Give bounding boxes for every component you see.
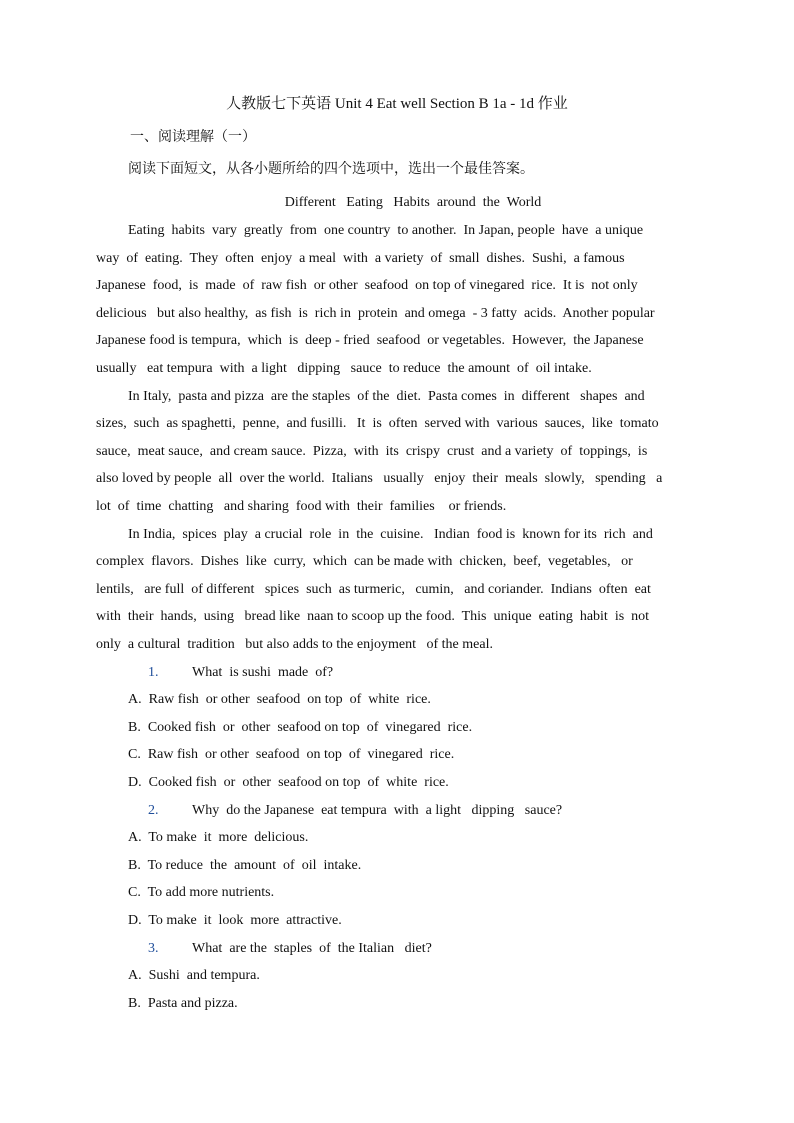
document-title: 人教版七下英语 Unit 4 Eat well Section B 1a - 1d 作业 bbox=[226, 96, 568, 112]
paragraph-line: only a cultural tradition but also adds to the enjoyment of the meal. bbox=[96, 637, 493, 652]
paragraph-line: delicious but also healthy, as fish is rich in protein and omega - 3 fatty acids. Another popular bbox=[96, 306, 655, 321]
paragraph-line: Japanese food is tempura, which is deep - fried seafood or vegetables. However, the Japanese bbox=[96, 333, 644, 348]
paragraph-line: way of eating. They often enjoy a meal with a variety of small dishes. Sushi, a famous bbox=[96, 251, 625, 266]
option-b: B. To reduce the amount of oil intake. bbox=[128, 858, 362, 873]
option-c: C. Raw fish or other seafood on top of vinegared rice. bbox=[128, 747, 455, 762]
instruction-text: 阅读下面短文，从各小题所给的四个选项中，选出一个最佳答案。 bbox=[128, 162, 534, 177]
section-heading: 一、阅读理解（一） bbox=[130, 130, 256, 145]
question-text: What is sushi made of? bbox=[192, 665, 334, 680]
paragraph-line: sauce, meat sauce, and cream sauce. Pizza, with its crispy crust and a variety of toppings, is bbox=[96, 444, 648, 459]
paragraph-line: Japanese food, is made of raw fish or other seafood on top of vinegared rice. It is not only bbox=[96, 278, 638, 293]
paragraph-line: In Italy, pasta and pizza are the staples of the diet. Pasta comes in different shapes and bbox=[128, 389, 645, 404]
option-c: C. To add more nutrients. bbox=[128, 885, 275, 900]
question-text: Why do the Japanese eat tempura with a light dipping sauce? bbox=[192, 803, 563, 818]
paragraph-line: usually eat tempura with a light dipping sauce to reduce the amount of oil intake. bbox=[96, 361, 592, 376]
passage-title: Different Eating Habits around the World bbox=[284, 195, 542, 210]
option-d: D. Cooked fish or other seafood on top of white rice. bbox=[128, 775, 449, 790]
paragraph-line: lentils, are full of different spices such as turmeric, cumin, and coriander. Indians often eat bbox=[96, 582, 651, 597]
question-number: 2. bbox=[148, 803, 159, 818]
question-text: What are the staples of the Italian diet? bbox=[192, 941, 432, 956]
option-b: B. Pasta and pizza. bbox=[128, 996, 238, 1011]
paragraph-line: In India, spices play a crucial role in the cuisine. Indian food is known for its rich and bbox=[128, 527, 653, 542]
paragraph-line: lot of time chatting and sharing food with their families or friends. bbox=[96, 499, 507, 514]
option-b: B. Cooked fish or other seafood on top of vinegared rice. bbox=[128, 720, 473, 735]
question-number: 3. bbox=[148, 941, 159, 956]
paragraph-line: Eating habits vary greatly from one country to another. In Japan, people have a unique bbox=[128, 223, 644, 238]
paragraph-line: also loved by people all over the world. Italians usually enjoy their meals slowly, spending a bbox=[96, 471, 663, 486]
option-d: D. To make it look more attractive. bbox=[128, 913, 342, 928]
paragraph-line: complex flavors. Dishes like curry, which can be made with chicken, beef, vegetables, or bbox=[96, 554, 633, 569]
option-a: A. Raw fish or other seafood on top of white rice. bbox=[128, 692, 431, 707]
paragraph-line: sizes, such as spaghetti, penne, and fusilli. It is often served with various sauces, like tomato bbox=[96, 416, 659, 431]
option-a: A. To make it more delicious. bbox=[128, 830, 309, 845]
option-a: A. Sushi and tempura. bbox=[128, 968, 260, 983]
paragraph-line: with their hands, using bread like naan to scoop up the food. This unique eating habit is not bbox=[96, 609, 650, 624]
question-number: 1. bbox=[148, 665, 159, 680]
